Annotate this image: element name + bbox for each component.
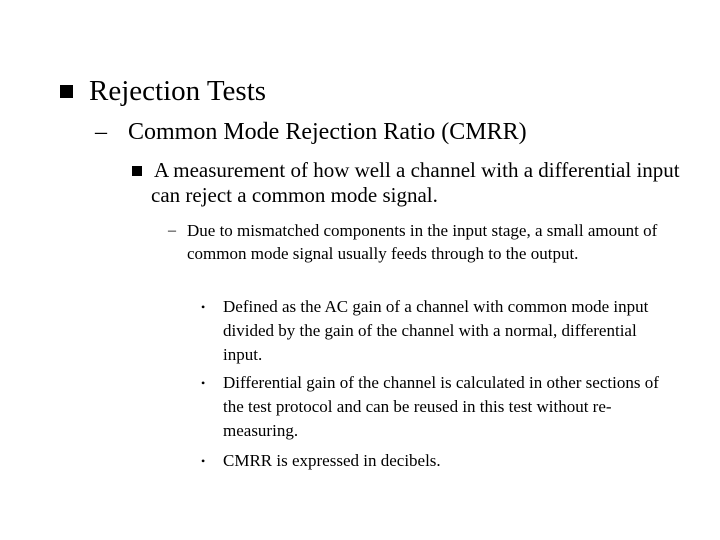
mismatch-text: Due to mismatched components in the input stage, a small amount of common mode signal usually feeds through to the output. bbox=[187, 221, 658, 263]
square-bullet-icon bbox=[132, 166, 142, 176]
dot-bullet-icon: • bbox=[201, 454, 206, 468]
bullet-text-decibels: CMRR is expressed in decibels. bbox=[223, 451, 441, 470]
dash-bullet-icon: – bbox=[95, 119, 107, 145]
bullet-text-ac-gain: Defined as the AC gain of a channel with common mode input divided by the gain of the channel with a normal, differential input. bbox=[223, 297, 649, 364]
dot-bullet-icon: • bbox=[201, 300, 206, 314]
definition-text: A measurement of how well a channel with a differential input can reject a common mode signal. bbox=[151, 158, 680, 207]
heading-rejection-tests: Rejection Tests bbox=[89, 75, 267, 107]
dash-bullet-icon: – bbox=[168, 222, 176, 239]
square-bullet-icon bbox=[60, 85, 73, 98]
subheading-cmrr: Common Mode Rejection Ratio (CMRR) bbox=[128, 119, 527, 145]
bullet-text-differential-gain: Differential gain of the channel is calculated in other sections of the test protocol and can be reused in this test without re-measuring. bbox=[223, 373, 659, 440]
dot-bullet-icon: • bbox=[201, 376, 206, 390]
